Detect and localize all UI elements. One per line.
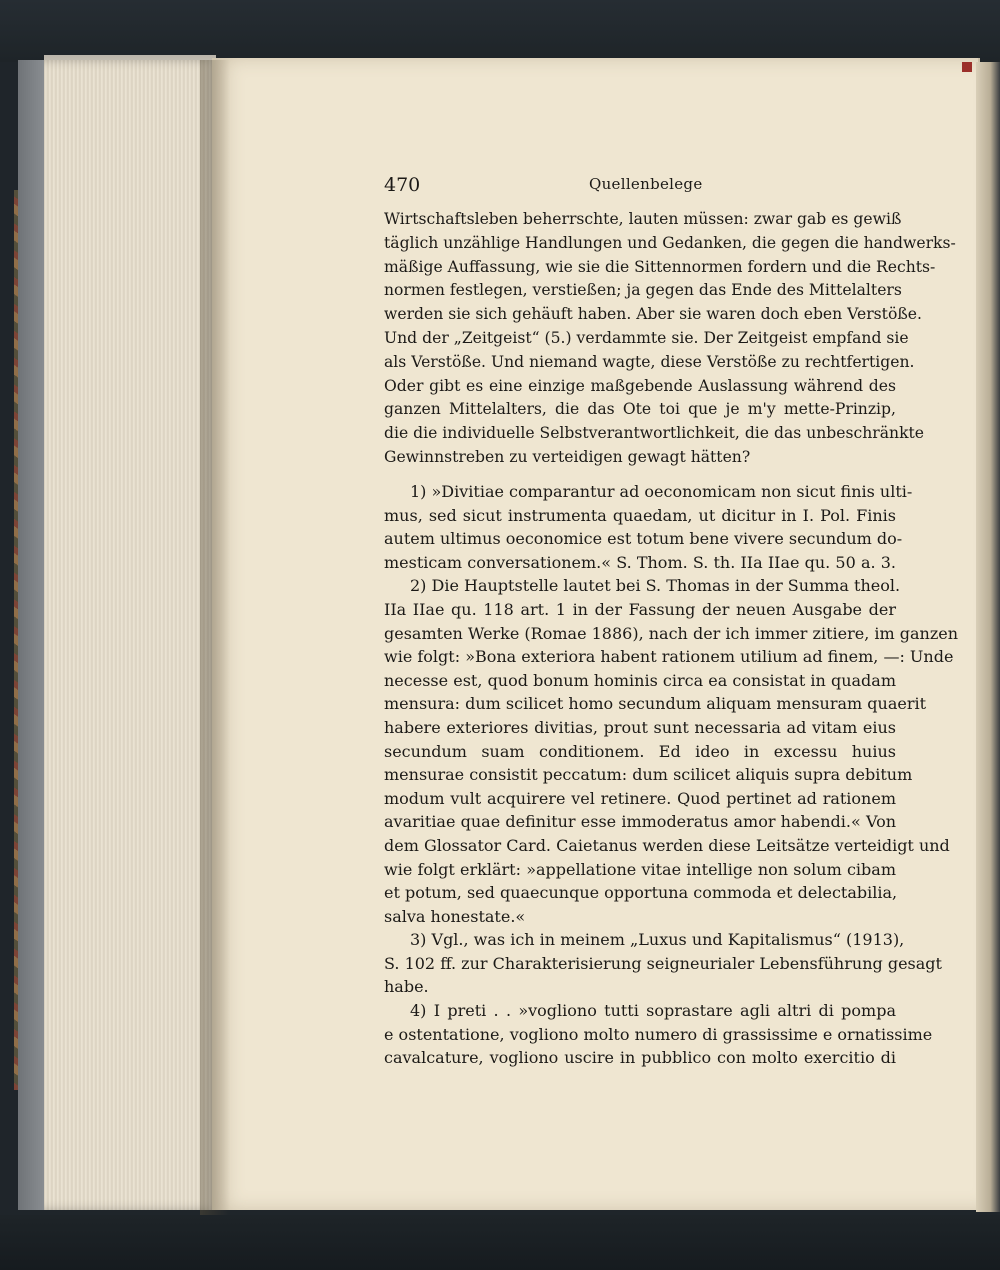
footnote-line: IIa IIae qu. 118 art. 1 in der Fassung der neuen Ausgabe der <box>384 599 896 619</box>
running-head: Quellenbelege <box>589 175 703 193</box>
body-line: werden sie sich gehäuft haben. Aber sie waren doch eben Verstöße. <box>384 305 922 324</box>
page-right-edge <box>976 62 1000 1212</box>
footnote-line: e ostentatione, vogliono molto numero di grassissime e ornatissime <box>384 1024 933 1044</box>
footnote-line: gesamten Werke (Romae 1886), nach der ich immer zitiere, im ganzen <box>384 623 959 643</box>
footnote-line: dem Glossator Card. Caietanus werden diese Leitsätze verteidigt und <box>384 835 950 855</box>
body-line: Und der „Zeitgeist“ (5.) verdammte sie. Der Zeitgeist empfand sie <box>384 328 909 347</box>
footnote-line: 1) »Divitiae comparantur ad oeconomicam non sicut finis ulti- <box>410 482 913 501</box>
page-number: 470 <box>384 174 421 196</box>
footnote-line: wie folgt: »Bona exteriora habent rationem utilium ad finem, —: Unde <box>384 647 954 667</box>
footnote-line: mesticam conversationem.« S. Thom. S. th. IIa IIae qu. 50 a. 3. <box>384 552 896 572</box>
body-line: normen festlegen, verstießen; ja gegen das Ende des Mittelalters <box>384 281 902 300</box>
footnote-line: S. 102 ff. zur Charakterisierung seigneurialer Lebensführung gesagt <box>384 953 942 973</box>
body-line: die die individuelle Selbstverantwortlichkeit, die das unbeschränkte <box>384 424 925 443</box>
background-top <box>0 0 1000 62</box>
page-block-left <box>44 60 216 1210</box>
body-line: Gewinnstreben zu verteidigen gewagt hätten? <box>384 447 751 466</box>
footnote-line: et potum, sed quaecunque opportuna commoda et delectabilia, <box>384 883 898 903</box>
footnotes <box>384 480 959 1070</box>
body-line: täglich unzählige Handlungen und Gedanken, die gegen die handwerks- <box>384 233 956 252</box>
footnote-line: avaritiae quae definitur esse immoderatus amor habendi.« Von <box>384 812 896 832</box>
footnote-line: necesse est, quod bonum hominis circa ea consistat in quadam <box>384 670 896 690</box>
footnote-line: mus, sed sicut instrumenta quaedam, ut dicitur in I. Pol. Finis <box>384 505 896 525</box>
bookmark-ribbon <box>962 62 972 72</box>
body-line: Wirtschaftsleben beherrschte, lauten müssen: zwar gab es gewiß <box>384 210 902 228</box>
footnote-line: mensura: dum scilicet homo secundum aliquam mensuram quaerit <box>384 694 927 714</box>
footnote-line: cavalcature, vogliono uscire in pubblico con molto exercitio di <box>384 1048 896 1068</box>
body-line: Oder gibt es eine einzige maßgebende Auslassung während des <box>384 376 896 395</box>
body-line: ganzen Mittelalters, die das Ote toi que je m'y mette-Prinzip, <box>384 400 896 419</box>
footnote-line: secundum suam conditionem. Ed ideo in excessu huius <box>384 741 896 761</box>
footnote-line: habe. <box>384 977 429 997</box>
page-header <box>384 172 896 202</box>
body-line: als Verstöße. Und niemand wagte, diese Verstöße zu rechtfertigen. <box>384 352 915 371</box>
footnote-line: autem ultimus oeconomice est totum bene vivere secundum do- <box>384 529 903 549</box>
footnote-line: modum vult acquirere vel retinere. Quod pertinet ad rationem <box>384 788 896 808</box>
footnote-line: habere exteriores divitias, prout sunt necessaria ad vitam eius <box>384 717 896 737</box>
body-paragraph <box>384 208 956 470</box>
footnote-line: 2) Die Hauptstelle lautet bei S. Thomas in der Summa theol. <box>410 576 901 596</box>
footnote-line: mensurae consistit peccatum: dum scilicet aliquis supra debitum <box>384 765 913 785</box>
footnote-line: salva honestate.« <box>384 906 526 926</box>
footnote-line: 3) Vgl., was ich in meinem „Luxus und Kapitalismus“ (1913), <box>410 930 905 950</box>
background-bottom <box>0 1215 1000 1270</box>
page-gutter-shadow <box>200 60 230 1215</box>
footnote-line: wie folgt erklärt: »appellatione vitae intellige non solum cibam <box>384 859 896 879</box>
body-line: mäßige Auffassung, wie sie die Sittennormen fordern und die Rechts- <box>384 257 936 276</box>
footnote-line: 4) I preti . . »vogliono tutti soprastare agli altri di pompa <box>410 1001 896 1021</box>
